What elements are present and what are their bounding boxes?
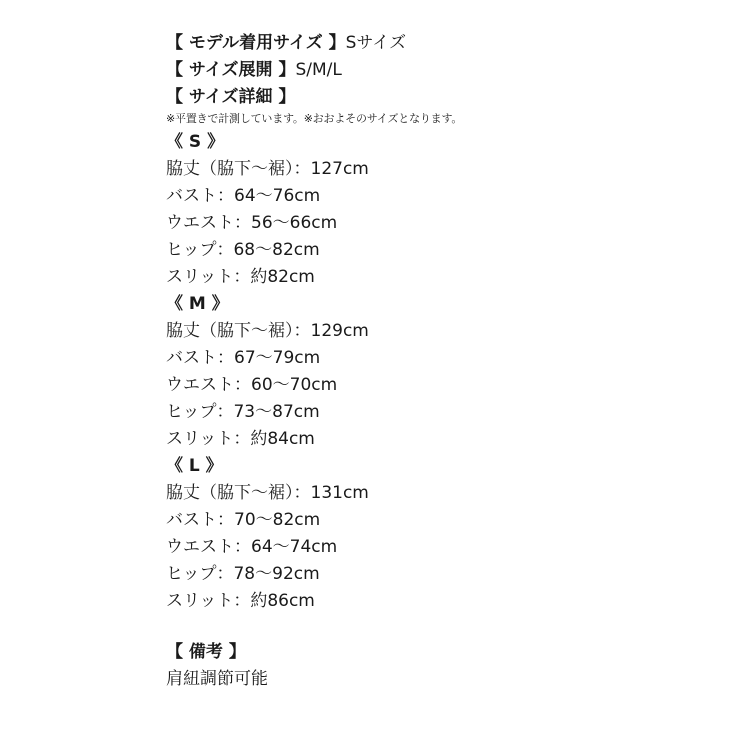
size-info-sheet [166, 30, 726, 693]
size-s-bust: バスト：64〜76cm [166, 186, 321, 206]
measurement-note: ※平置きで計測しています。※おおよそのサイズとなります。 [166, 112, 463, 125]
size-s-heading: 《 S 》 [166, 132, 225, 152]
model-size-label: 【 モデル着用サイズ 】 [166, 33, 346, 53]
spacer [166, 615, 726, 639]
size-m-bust: バスト：67〜79cm [166, 348, 321, 368]
size-l-slit: スリット：約86cm [166, 591, 315, 611]
remarks-label: 【 備考 】 [166, 642, 246, 662]
size-m-hip: ヒップ：73〜87cm [166, 402, 320, 422]
size-range-line [166, 57, 726, 84]
size-l-heading: 《 L 》 [166, 456, 223, 476]
size-detail-heading [166, 84, 726, 111]
size-detail-label: 【 サイズ詳細 】 [166, 87, 296, 107]
size-m-slit: スリット：約84cm [166, 429, 315, 449]
size-s-waist: ウエスト：56〜66cm [166, 213, 338, 233]
size-l-length: 脇丈（脇下〜裾）：131cm [166, 483, 369, 503]
model-size-line [166, 30, 726, 57]
size-l-hip: ヒップ：78〜92cm [166, 564, 320, 584]
size-l-waist: ウエスト：64〜74cm [166, 537, 338, 557]
size-s-hip: ヒップ：68〜82cm [166, 240, 320, 260]
size-m-waist: ウエスト：60〜70cm [166, 375, 338, 395]
size-s-slit: スリット：約82cm [166, 267, 315, 287]
size-s-length: 脇丈（脇下〜裾）：127cm [166, 159, 369, 179]
size-m-length: 脇丈（脇下〜裾）：129cm [166, 321, 369, 341]
size-l-bust: バスト：70〜82cm [166, 510, 321, 530]
size-m-heading: 《 M 》 [166, 294, 229, 314]
remarks-body: 肩紐調節可能 [166, 669, 268, 689]
model-size-value: Sサイズ [345, 33, 407, 53]
size-range-value: S/M/L [295, 60, 342, 80]
size-range-label: 【 サイズ展開 】 [166, 60, 296, 80]
